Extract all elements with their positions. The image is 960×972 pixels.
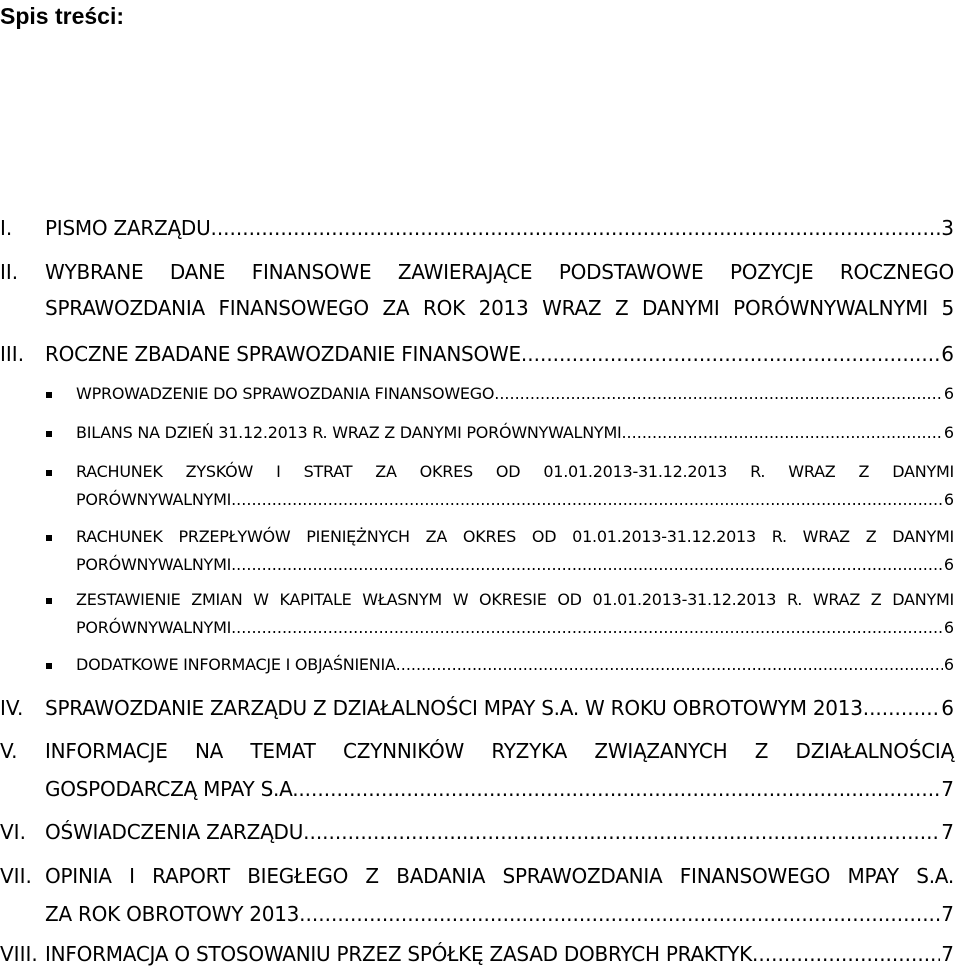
toc-leader bbox=[298, 779, 940, 799]
toc-entry-title: SPRAWOZDANIE ZARZĄDU Z DZIAŁALNOŚCI MPAY S.A. W ROKU OBROTOWYM 2013 bbox=[45, 696, 863, 720]
toc-entry-iii[interactable] bbox=[0, 344, 954, 368]
toc-entry-i[interactable] bbox=[0, 218, 954, 242]
toc-entry-title-line-2: ZA ROK OBROTOWY 2013 bbox=[45, 902, 300, 926]
toc-page-number: 6 bbox=[943, 655, 954, 674]
toc-subentry-title-line-1: RACHUNEK PRZEPŁYWÓW PIENIĘŻNYCH ZA OKRES OD 01.01.2013-31.12.2013 R. WRAZ Z DANYMI bbox=[76, 527, 954, 546]
toc-page-number: 7 bbox=[941, 942, 954, 966]
toc-leader bbox=[621, 425, 942, 441]
toc-leader bbox=[494, 386, 943, 402]
toc-subentry-title: DODATKOWE INFORMACJE I OBJAŚNIENIA bbox=[76, 655, 396, 674]
toc-subentry[interactable] bbox=[76, 529, 954, 575]
toc-page-number: 7 bbox=[941, 902, 954, 926]
toc-subentry[interactable] bbox=[76, 464, 954, 510]
toc-subentry-title-line-2: PORÓWNYWALNYMI bbox=[76, 555, 232, 574]
toc-leader bbox=[231, 492, 943, 508]
toc-number: V. bbox=[0, 739, 18, 763]
toc-entry-title-line-2: SPRAWOZDANIA FINANSOWEGO ZA ROK 2013 WRAZ Z DANYMI PORÓWNYWALNYMI 5 bbox=[45, 296, 954, 320]
toc-entry-vii[interactable] bbox=[0, 866, 954, 930]
toc-leader bbox=[231, 557, 943, 573]
toc-page-number: 6 bbox=[943, 384, 954, 403]
toc-leader bbox=[299, 904, 940, 924]
toc-entry-title: OŚWIADCZENIA ZARZĄDU bbox=[45, 820, 304, 844]
toc-page-number: 7 bbox=[941, 820, 954, 844]
toc-entry-title-line-2: GOSPODARCZĄ MPAY S.A. bbox=[45, 777, 299, 801]
toc-number: III. bbox=[0, 342, 25, 366]
toc-page-number: 7 bbox=[941, 777, 954, 801]
toc-number: VI. bbox=[0, 820, 26, 844]
bullet-icon bbox=[46, 535, 52, 541]
toc-entry-vi[interactable] bbox=[0, 822, 954, 846]
toc-subentry[interactable] bbox=[76, 425, 954, 445]
toc-subentry-title: BILANS NA DZIEŃ 31.12.2013 R. WRAZ Z DANYMI PORÓWNYWALNYMI bbox=[76, 423, 622, 442]
toc-leader bbox=[231, 620, 943, 636]
toc-leader bbox=[210, 218, 940, 238]
bullet-icon bbox=[46, 598, 52, 604]
bullet-icon bbox=[46, 392, 52, 398]
toc-entry-v[interactable] bbox=[0, 741, 954, 805]
toc-page-number: 6 bbox=[943, 555, 954, 574]
toc-page-number: 6 bbox=[941, 342, 954, 366]
toc-page-number: 6 bbox=[943, 618, 954, 637]
toc-subentry-title-line-2: PORÓWNYWALNYMI bbox=[76, 618, 232, 637]
toc-page-number: 3 bbox=[941, 216, 954, 240]
bullet-icon bbox=[46, 470, 52, 476]
toc-entry-ii[interactable] bbox=[0, 262, 954, 326]
toc-number: VIII. bbox=[0, 942, 38, 966]
toc-entry-title: PISMO ZARZĄDU bbox=[45, 216, 211, 240]
toc-entry-iv[interactable] bbox=[0, 698, 954, 722]
toc-subentry-title-line-2: PORÓWNYWALNYMI bbox=[76, 490, 232, 509]
toc-entry-title: INFORMACJA O STOSOWANIU PRZEZ SPÓŁKĘ ZASAD DOBRYCH PRAKTYK bbox=[45, 942, 753, 966]
toc-entry-title-line-1: INFORMACJE NA TEMAT CZYNNIKÓW RYZYKA ZWIĄZANYCH Z DZIAŁALNOŚCIĄ bbox=[45, 739, 954, 763]
toc-number: II. bbox=[0, 260, 19, 284]
toc-entry-title-line-1: WYBRANE DANE FINANSOWE ZAWIERAJĄCE PODSTAWOWE POZYCJE ROCZNEGO bbox=[45, 260, 954, 284]
toc-number: I. bbox=[0, 216, 13, 240]
toc-subentry-title: WPROWADZENIE DO SPRAWOZDANIA FINANSOWEGO bbox=[76, 384, 495, 403]
toc-entry-viii[interactable] bbox=[0, 944, 954, 968]
toc-leader bbox=[521, 344, 940, 364]
toc-subentry-title-line-1: RACHUNEK ZYSKÓW I STRAT ZA OKRES OD 01.01.2013-31.12.2013 R. WRAZ Z DANYMI bbox=[76, 462, 954, 481]
bullet-icon bbox=[46, 431, 52, 437]
toc-page-number: 6 bbox=[941, 696, 954, 720]
toc-leader bbox=[303, 822, 940, 842]
toc-number: VII. bbox=[0, 864, 32, 888]
toc-leader bbox=[863, 698, 941, 718]
bullet-icon bbox=[46, 663, 52, 669]
toc-number: IV. bbox=[0, 696, 24, 720]
toc-page-number: 6 bbox=[943, 423, 954, 442]
page-title: Spis treści: bbox=[0, 3, 124, 29]
toc-subentry[interactable] bbox=[76, 386, 954, 406]
toc-subentry[interactable] bbox=[76, 657, 954, 677]
toc-leader bbox=[396, 657, 943, 673]
toc-subentry-title-line-1: ZESTAWIENIE ZMIAN W KAPITALE WŁASNYM W OKRESIE OD 01.01.2013-31.12.2013 R. WRAZ Z DANYMI bbox=[76, 590, 954, 609]
toc-leader bbox=[752, 944, 940, 964]
toc-entry-title-line-1: OPINIA I RAPORT BIEGŁEGO Z BADANIA SPRAWOZDANIA FINANSOWEGO MPAY S.A. bbox=[45, 864, 954, 888]
toc-entry-title: ROCZNE ZBADANE SPRAWOZDANIE FINANSOWE bbox=[45, 342, 521, 366]
toc-page-number: 6 bbox=[943, 490, 954, 509]
toc-subentry[interactable] bbox=[76, 592, 954, 638]
